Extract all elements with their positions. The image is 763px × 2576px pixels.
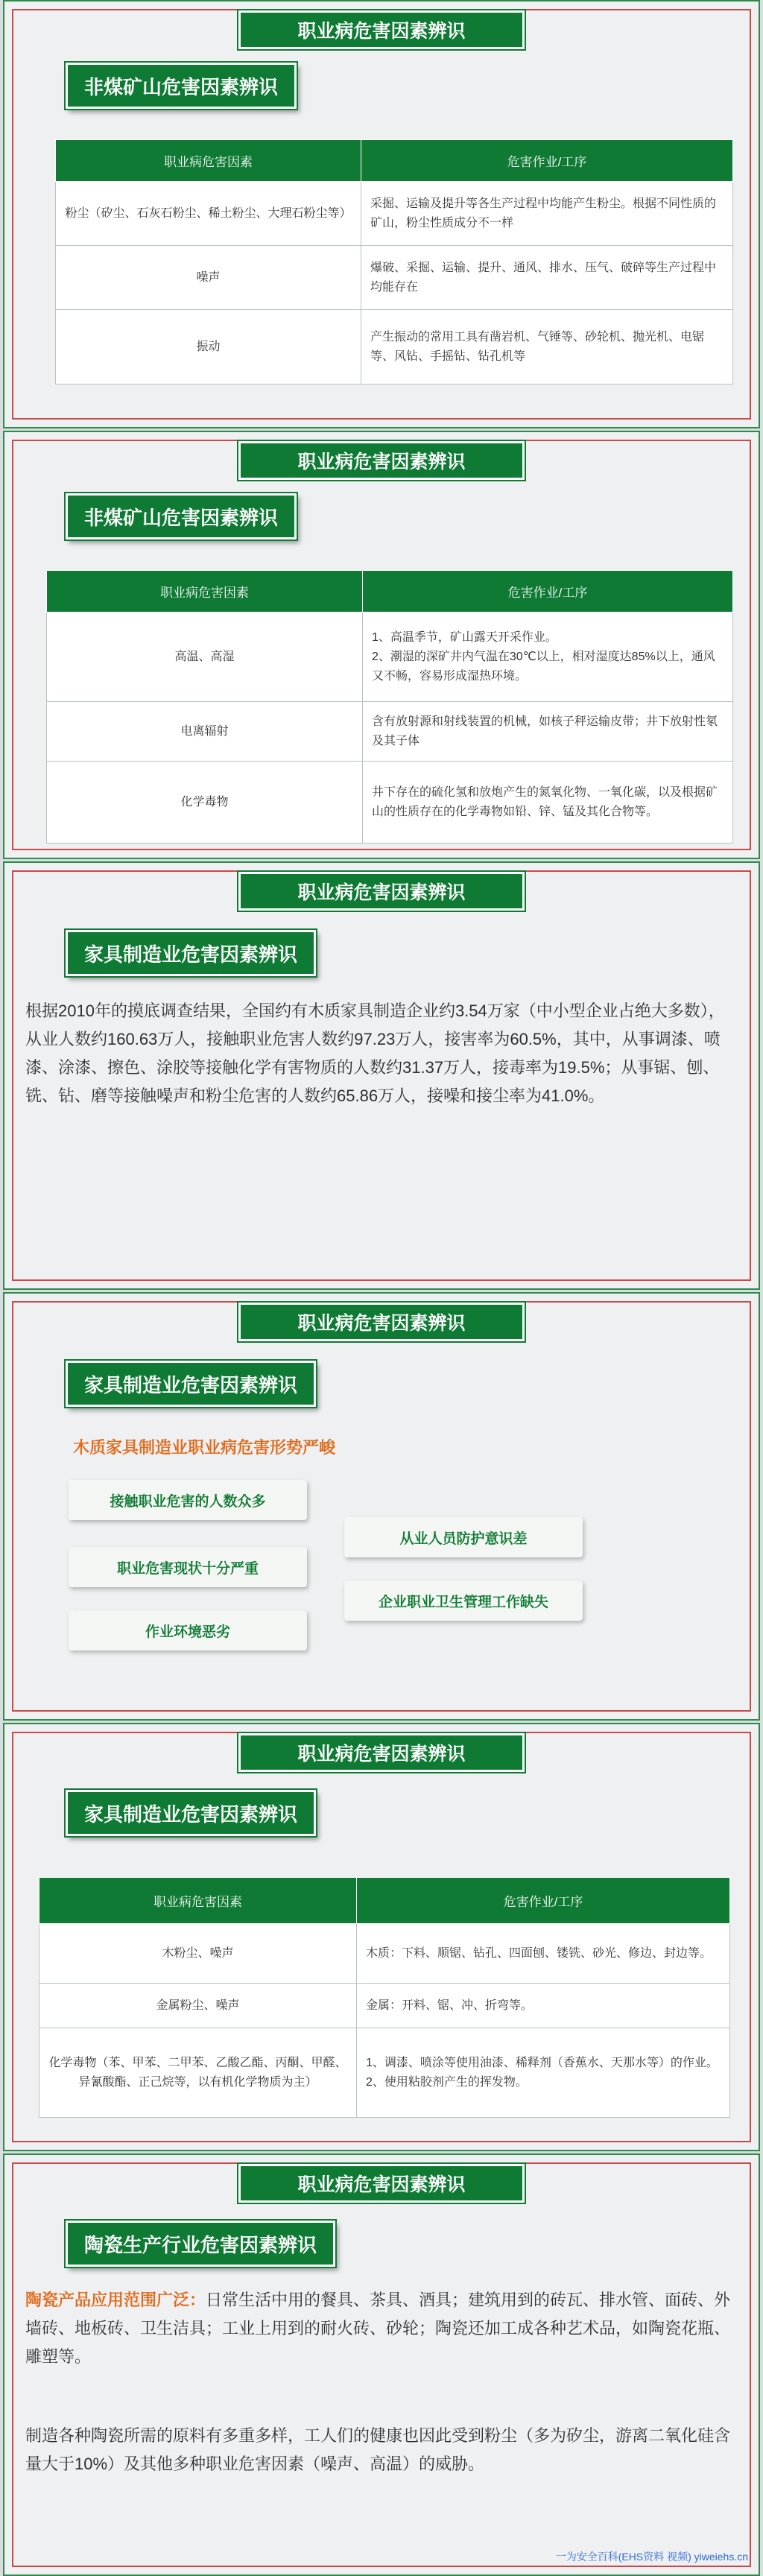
table-row	[47, 762, 733, 844]
process-cell: 爆破、采掘、运输、提升、通风、排水、压气、破碎等生产过程中均能存在	[361, 246, 733, 310]
table-header-row	[47, 571, 733, 613]
section-subtitle: 陶瓷生产行业危害因素辨识	[66, 2221, 335, 2267]
point-poor-environment: 作业环境恶劣	[69, 1610, 307, 1651]
factor-cell: 化学毒物（苯、甲苯、二甲苯、乙酸乙酯、丙酮、甲醛、异氰酸酯、正己烷等，以有机化学物质为主）	[39, 2028, 357, 2118]
point-weak-awareness: 从业人员防护意识差	[344, 1517, 583, 1557]
column-header-factor: 职业病危害因素	[56, 140, 361, 182]
process-line: 1、调漆、喷涂等使用油漆、稀释剂（香蕉水、天那水等）的作业。	[366, 2056, 718, 2069]
point-severe-status: 职业危害现状十分严重	[69, 1547, 307, 1587]
point-management-lacking: 企业职业卫生管理工作缺失	[344, 1580, 583, 1621]
ceramics-hazard-paragraph: 制造各种陶瓷所需的原料有多重多样，工人们的健康也因此受到粉尘（多为矽尘，游离二氧化硅含量大于10%）及其他多种职业危害因素（噪声、高温）的威胁。	[25, 2426, 731, 2473]
ceramics-usage-paragraph	[25, 2286, 741, 2371]
table-row	[47, 613, 733, 702]
process-cell: 采掘、运输及提升等各生产过程中均能产生粉尘。根据不同性质的矿山，粉尘性质成分不一样	[361, 182, 733, 246]
table-header-row	[56, 140, 733, 182]
column-header-process: 危害作业/工序	[357, 1878, 730, 1924]
column-header-process: 危害作业/工序	[363, 571, 733, 613]
section-subtitle: 家具制造业危害因素辨识	[66, 1790, 316, 1836]
slide-ceramics	[3, 2153, 760, 2576]
process-cell: 产生振动的常用工具有凿岩机、气锤等、砂轮机、抛光机、电锯等、风钻、手摇钻、钻孔机等	[361, 310, 733, 384]
section-subtitle: 家具制造业危害因素辨识	[66, 1361, 316, 1407]
hazard-table	[39, 1877, 730, 2118]
table-row	[39, 1924, 730, 1984]
column-header-factor: 职业病危害因素	[39, 1878, 357, 1924]
point-many-exposed: 接触职业危害的人数众多	[69, 1480, 307, 1520]
factor-cell: 木粉尘、噪声	[39, 1924, 357, 1984]
table-header-row	[39, 1878, 730, 1924]
slide-mine-hazards-2	[3, 431, 760, 859]
table-row	[56, 246, 733, 310]
process-cell	[357, 2028, 730, 2118]
banner-title: 职业病危害因素辨识	[238, 2164, 525, 2203]
process-line: 2、使用粘胶剂产生的挥发物。	[366, 2075, 528, 2089]
section-subtitle: 非煤矿山危害因素辨识	[66, 63, 297, 109]
hazard-table	[55, 139, 733, 384]
banner-title: 职业病危害因素辨识	[238, 441, 525, 480]
hazard-table	[46, 570, 733, 844]
usage-text: 日常生活中用的餐具、茶具、酒具；建筑用到的砖瓦、排水管、面砖、外墙砖、地板砖、卫生洁具；工业上用到的耐火砖、砂轮；陶瓷还加工成各种艺术品，如陶瓷花瓶、雕塑等。	[25, 2291, 731, 2366]
situation-heading: 木质家具制造业职业病危害形势严峻	[73, 1438, 336, 1457]
table-row	[56, 182, 733, 246]
factor-cell: 振动	[56, 310, 361, 384]
slide-furniture-situation	[3, 1292, 760, 1721]
factor-cell: 噪声	[56, 246, 361, 310]
factor-cell: 化学毒物	[47, 762, 363, 844]
slide-mine-hazards-1	[3, 0, 760, 428]
column-header-process: 危害作业/工序	[361, 140, 733, 182]
banner-title: 职业病危害因素辨识	[238, 10, 525, 49]
factor-cell: 金属粉尘、噪声	[39, 1984, 357, 2028]
banner-title: 职业病危害因素辨识	[238, 1303, 525, 1341]
slide-furniture-stats	[3, 861, 760, 1290]
process-cell	[363, 613, 733, 702]
banner-title: 职业病危害因素辨识	[238, 872, 525, 911]
table-row	[39, 1984, 730, 2028]
table-row	[39, 2028, 730, 2118]
factor-cell: 粉尘（矽尘、石灰石粉尘、稀土粉尘、大理石粉尘等）	[56, 182, 361, 246]
process-cell: 井下存在的硫化氢和放炮产生的氮氧化物、一氧化碳，以及根据矿山的性质存在的化学毒物如铅、锌、锰及其化合物等。	[363, 762, 733, 844]
slide-furniture-table	[3, 1723, 760, 2151]
usage-lead: 陶瓷产品应用范围广泛：	[25, 2291, 206, 2309]
process-cell: 木质：下料、顺锯、钻孔、四面刨、镂铣、砂光、修边、封边等。	[357, 1924, 730, 1984]
process-cell: 含有放射源和射线装置的机械，如核子秤运输皮带；井下放射性氡及其子体	[363, 702, 733, 762]
table-row	[47, 702, 733, 762]
section-subtitle: 家具制造业危害因素辨识	[66, 930, 316, 976]
column-header-factor: 职业病危害因素	[47, 571, 363, 613]
process-cell: 金属：开料、锯、冲、折弯等。	[357, 1984, 730, 2028]
factor-cell: 电离辐射	[47, 702, 363, 762]
banner-title: 职业病危害因素辨识	[238, 1733, 525, 1772]
table-row	[56, 310, 733, 384]
factor-cell: 高温、高湿	[47, 613, 363, 702]
section-subtitle: 非煤矿山危害因素辨识	[66, 493, 297, 539]
process-line: 1、高温季节，矿山露天开采作业。	[372, 630, 557, 644]
footer-watermark: 一为安全百科(EHS资料 视频) yiweiehs.cn	[555, 2551, 748, 2563]
survey-paragraph: 根据2010年的摸底调查结果，全国约有木质家具制造企业约3.54万家（中小型企业占绝大多数），从业人数约160.63万人，接触职业危害人数约97.23万人，接害率为60.5%，其中，从事调漆、喷漆、涂漆、擦色、涂胶等接触化学有害物质的人数约31.37万人，接毒率为19.5%；从事锯、刨、铣、钻、磨等接触噪声和粉尘危害的人数约65.86万人，接噪和接尘率为41.0%。	[25, 1001, 725, 1105]
process-line: 2、潮湿的深矿井内气温在30℃以上，相对湿度达85%以上，通风又不畅，容易形成湿热环境。	[372, 650, 715, 683]
